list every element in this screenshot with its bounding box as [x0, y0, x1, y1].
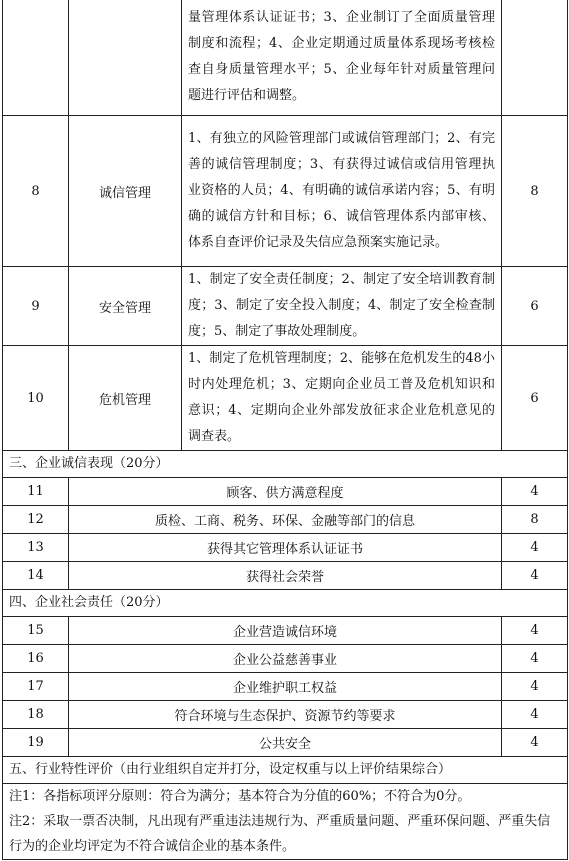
table-row [3, 346, 568, 451]
score-cell: 4 [502, 673, 568, 701]
section-header-row [3, 590, 568, 617]
table-row [3, 701, 568, 729]
table-row [3, 562, 568, 590]
table-row [3, 116, 568, 267]
section-title: 四、企业社会责任（20分） [3, 590, 568, 617]
item-text-cell: 企业维护职工权益 [69, 673, 502, 701]
score-cell: 8 [502, 116, 568, 267]
item-number-cell: 18 [3, 701, 69, 729]
item-number-cell: 14 [3, 562, 69, 590]
notes-cell [3, 784, 568, 860]
note-1: 注1：各指标项评分原则：符合为满分；基本符合为分值的60%；不符合为0分。 [9, 789, 471, 804]
item-number-cell: 9 [3, 267, 69, 346]
item-name-cell: 诚信管理 [69, 116, 182, 267]
item-text-cell: 获得其它管理体系认证证书 [69, 534, 502, 562]
item-number-cell: 12 [3, 506, 69, 534]
score-cell: 8 [502, 506, 568, 534]
item-number-cell [3, 0, 69, 116]
item-text-cell: 企业营造诚信环境 [69, 617, 502, 645]
item-name-cell: 安全管理 [69, 267, 182, 346]
table-row [3, 534, 568, 562]
item-name-cell: 危机管理 [69, 346, 182, 451]
section-header-row [3, 757, 568, 784]
item-text-cell: 顾客、供方满意程度 [69, 478, 502, 506]
score-cell: 4 [502, 645, 568, 673]
table-row [3, 506, 568, 534]
item-name-cell [69, 0, 182, 116]
item-text-cell: 企业公益慈善事业 [69, 645, 502, 673]
notes-row [3, 784, 568, 860]
criteria-cell: 1、制定了危机管理制度；2、能够在危机发生的48小时内处理危机；3、定期向企业员工普及危机知识和意识；4、定期向企业外部发放征求企业危机意见的调查表。 [182, 346, 502, 451]
table-row [3, 673, 568, 701]
score-cell: 4 [502, 534, 568, 562]
score-cell: 4 [502, 562, 568, 590]
section-title: 五、行业特性评价（由行业组织自定并打分，设定权重与以上评价结果综合） [3, 757, 568, 784]
table-row [3, 645, 568, 673]
criteria-cell: 1、有独立的风险管理部门或诚信管理部门；2、有完善的诚信管理制度；3、有获得过诚信或信用管理执业资格的人员；4、有明确的诚信承诺内容；5、有明确的诚信方针和目标；6、诚信管理体系内部审核、体系自查评价记录及失信应急预案实施记录。 [182, 116, 502, 267]
item-text-cell: 公共安全 [69, 729, 502, 757]
table-row [3, 0, 568, 116]
item-number-cell: 16 [3, 645, 69, 673]
item-number-cell: 8 [3, 116, 69, 267]
item-number-cell: 15 [3, 617, 69, 645]
score-cell: 4 [502, 701, 568, 729]
item-text-cell: 质检、工商、税务、环保、金融等部门的信息 [69, 506, 502, 534]
score-cell: 4 [502, 729, 568, 757]
score-cell: 4 [502, 617, 568, 645]
item-number-cell: 19 [3, 729, 69, 757]
score-cell [502, 0, 568, 116]
note-2: 注2：采取一票否决制，凡出现有严重违法违规行为、严重质量问题、严重环保问题、严重失信行为的企业均评定为不符合诚信企业的基本条件。 [9, 814, 551, 854]
score-cell: 6 [502, 346, 568, 451]
section-title: 三、企业诚信表现（20分） [3, 451, 568, 478]
criteria-cell: 量管理体系认证证书；3、企业制订了全面质量管理制度和流程；4、企业定期通过质量体系现场考核检查自身质量管理水平；5、企业每年针对质量管理问题进行评估和调整。 [182, 0, 502, 116]
table-row [3, 617, 568, 645]
score-cell: 4 [502, 478, 568, 506]
table-row [3, 729, 568, 757]
item-number-cell: 13 [3, 534, 69, 562]
evaluation-table [2, 0, 568, 860]
table-row [3, 267, 568, 346]
item-number-cell: 11 [3, 478, 69, 506]
item-number-cell: 17 [3, 673, 69, 701]
criteria-cell: 1、制定了安全责任制度；2、制定了安全培训教育制度；3、制定了安全投入制度；4、制定了安全检查制度；5、制定了事故处理制度。 [182, 267, 502, 346]
score-cell: 6 [502, 267, 568, 346]
section-header-row [3, 451, 568, 478]
item-text-cell: 获得社会荣誉 [69, 562, 502, 590]
table-row [3, 478, 568, 506]
item-number-cell: 10 [3, 346, 69, 451]
item-text-cell: 符合环境与生态保护、资源节约等要求 [69, 701, 502, 729]
